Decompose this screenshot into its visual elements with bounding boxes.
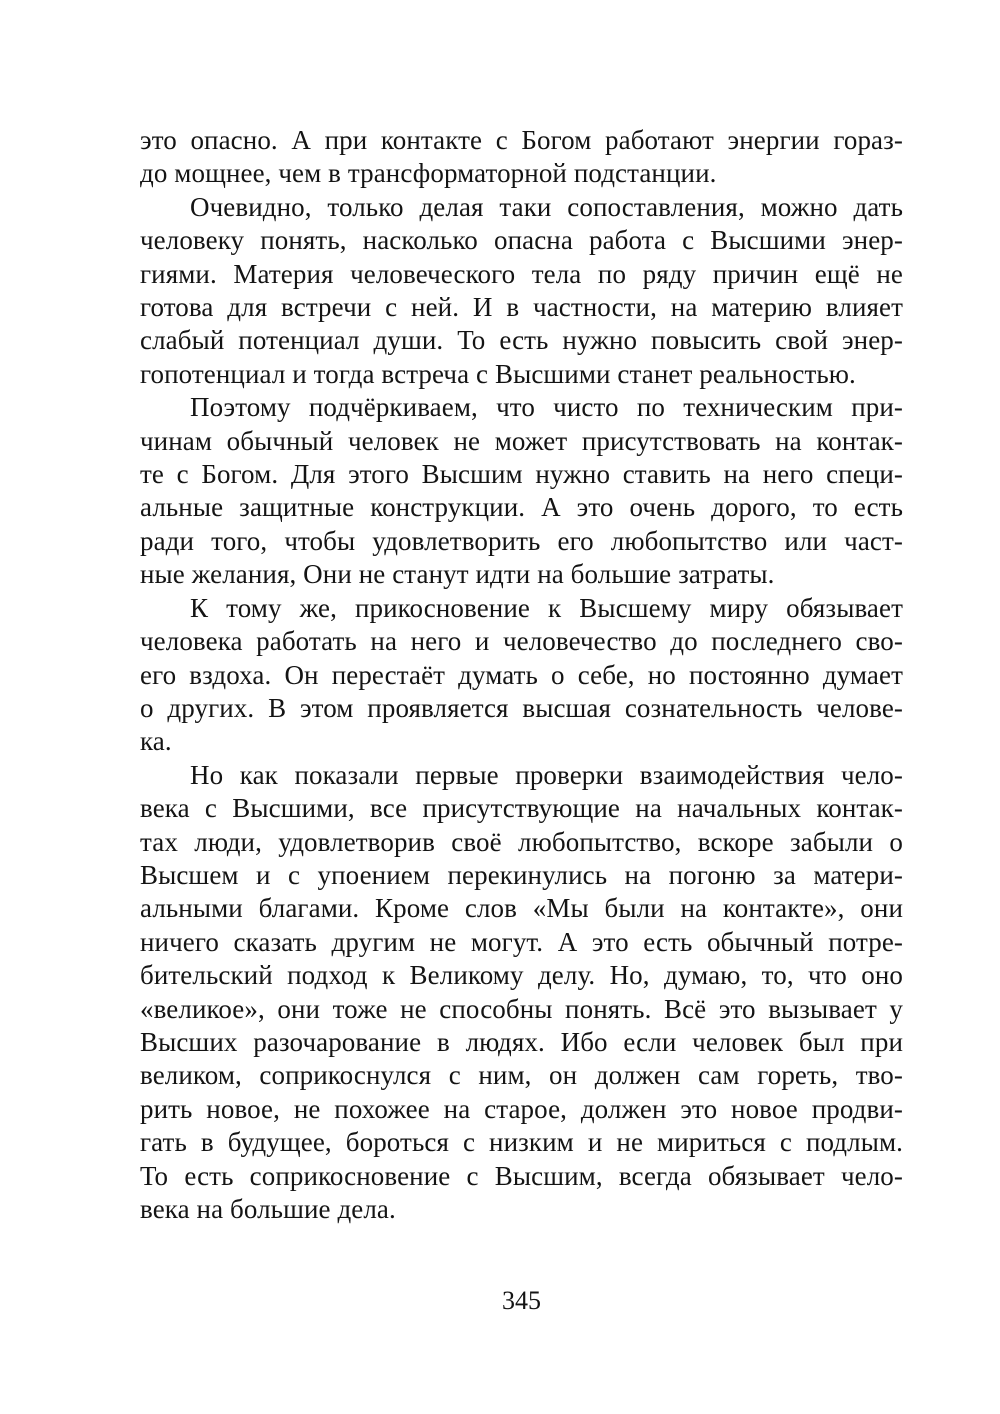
text-line: К тому же, прикосновение к Высшему миру обязывает [190, 592, 903, 623]
text-line: до мощнее, чем в трансформаторной подстанции. [140, 158, 717, 189]
text-line: его вздоха. Он перестаёт думать о себе, но постоянно думает [140, 659, 903, 690]
text-line: То есть соприкосновение с Высшим, всегда обязывает чело- [140, 1160, 903, 1191]
text-line: Но как показали первые проверки взаимодействия чело- [190, 759, 903, 790]
paragraph [140, 759, 903, 1227]
page-text [140, 124, 903, 1226]
paragraph [140, 592, 903, 759]
text-line: века с Высшими, все присутствующие на начальных контак- [140, 793, 903, 824]
paragraph [140, 124, 903, 191]
text-line: «великое», они тоже не способны понять. Всё это вызывает у [140, 993, 903, 1024]
text-line: готова для встречи с ней. И в частности, на материю влияет [140, 292, 903, 323]
text-line: Поэтому подчёркиваем, что чисто по техническим при- [190, 392, 903, 423]
text-line: человека работать на него и человечество до последнего сво- [140, 626, 903, 657]
paragraph [140, 391, 903, 591]
text-line: гопотенциал и тогда встреча с Высшими станет реальностью. [140, 358, 856, 389]
text-line: ничего сказать другим не могут. А это есть обычный потре- [140, 926, 903, 957]
text-line: альные защитные конструкции. А это очень дорого, то есть [140, 492, 903, 523]
text-line: ка. [140, 726, 172, 757]
text-line: Высших разочарование в людях. Ибо если человек был при [140, 1026, 903, 1057]
text-line: гиями. Материя человеческого тела по ряду причин ещё не [140, 258, 903, 289]
text-line: тах люди, удовлетворив своё любопытство, вскоре забыли о [140, 826, 903, 857]
text-line: чинам обычный человек не может присутствовать на контак- [140, 425, 903, 456]
text-line: Высшем и с упоением перекинулись на погоню за матери- [140, 859, 903, 890]
paragraph [140, 191, 903, 391]
text-line: рить новое, не похожее на старое, должен это новое продви- [140, 1093, 903, 1124]
text-line: гать в будущее, бороться с низким и не мириться с подлым. [140, 1127, 903, 1158]
page-number: 345 [502, 1286, 541, 1315]
text-line: слабый потенциал души. То есть нужно повысить свой энер- [140, 325, 903, 356]
text-line: бительский подход к Великому делу. Но, думаю, то, что оно [140, 960, 903, 991]
text-line: человеку понять, насколько опасна работа с Высшими энер- [140, 225, 903, 256]
text-line: альными благами. Кроме слов «Мы были на контакте», они [140, 893, 903, 924]
text-line: это опасно. А при контакте с Богом работают энергии гораз- [140, 125, 903, 155]
text-line: Очевидно, только делая таки сопоставления, можно дать [190, 191, 903, 222]
text-line: те с Богом. Для этого Высшим нужно ставить на него специ- [140, 459, 903, 490]
text-line: ные желания, Они не станут идти на большие затраты. [140, 559, 775, 590]
text-line: великом, соприкоснулся с ним, он должен сам гореть, тво- [140, 1060, 903, 1091]
text-line: ради того, чтобы удовлетворить его любопытство или част- [140, 525, 903, 556]
text-line: века на большие дела. [140, 1194, 396, 1224]
text-line: о других. В этом проявляется высшая сознательность челове- [140, 692, 903, 723]
